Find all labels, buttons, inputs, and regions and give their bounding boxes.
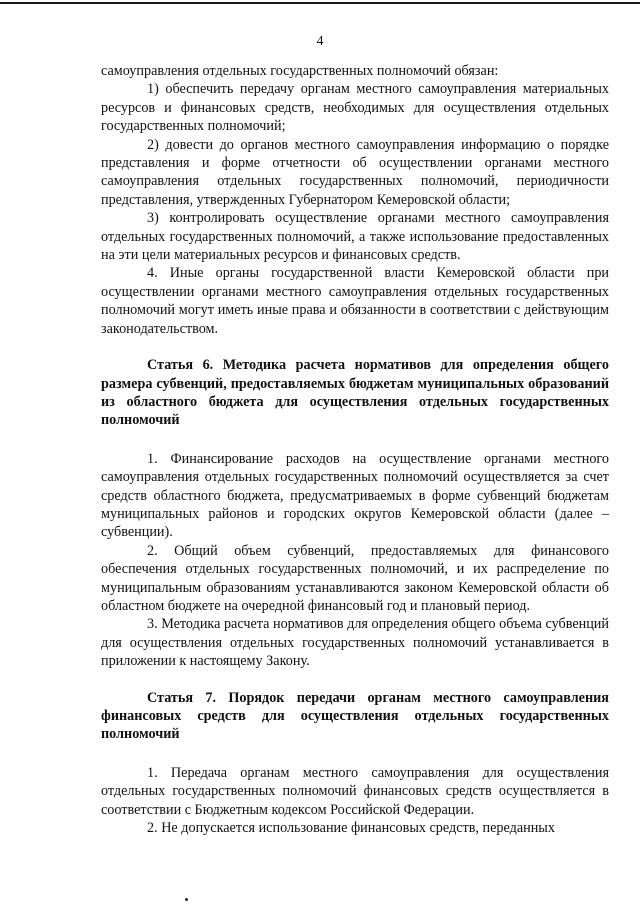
paragraph-item-4: 4. Иные органы государственной власти Кемеровской области при осуществлении органами местного самоуправления отдельных государственных полномочий могут иметь иные права и обязанности в соответствии с действующим законодательством. [101, 265, 609, 337]
article-6-paragraph-3: 3. Методика расчета нормативов для определения общего объема субвенций для осуществления отдельных государственных полномочий устанавливается в приложении к настоящему Закону. [101, 616, 609, 670]
paragraph-item-1: 1) обеспечить передачу органам местного самоуправления материальных ресурсов и финансовых средств, необходимых для осуществления отдельных государственных полномочий; [101, 81, 609, 135]
scan-speck [185, 898, 188, 901]
document-body [101, 62, 609, 837]
paragraph-item-3: 3) контролировать осуществление органами местного самоуправления отдельных государственных полномочий, а также использование предоставленных на эти цели материальных ресурсов и финансовых средств. [101, 210, 609, 264]
paragraph-item-2: 2) довести до органов местного самоуправления информацию о порядке представления и форме отчетности об осуществлении органами местного самоуправления отдельных государственных полномочий, периодичности представления, утвержденных Губернатором Кемеровской области; [101, 136, 609, 208]
article-7-heading: Статья 7. Порядок передачи органам местного самоуправления финансовых средств для осуществления отдельных государственных полномочий [101, 689, 609, 743]
paragraph-continuation: самоуправления отдельных государственных полномочий обязан: [101, 63, 499, 79]
page-number: 4 [316, 34, 324, 49]
article-6-heading: Статья 6. Методика расчета нормативов для определения общего размера субвенций, предоставляемых бюджетам муниципальных образований из областного бюджета для осуществления отдельных государственных полномочий [101, 357, 609, 429]
top-border-line [0, 2, 640, 4]
article-7-paragraph-1: 1. Передача органам местного самоуправления для осуществления отдельных государственных полномочий финансовых средств осуществляется в соответствии с Бюджетным кодексом Российской Федерации. [101, 764, 609, 818]
article-6-paragraph-2: 2. Общий объем субвенций, предоставляемых для финансового обеспечения отдельных государственных полномочий, и их распределение по муниципальным образованиям устанавливаются законом Кемеровской области об областном бюджете на очередной финансовый год и плановый период. [101, 542, 609, 614]
article-6-paragraph-1: 1. Финансирование расходов на осуществление органами местного самоуправления отдельных государственных полномочий осуществляется за счет средств областного бюджета, предусматриваемых в форме субвенций бюджетам муниципальных районов и городских округов Кемеровской области (далее – субвенции). [101, 450, 609, 541]
article-7-paragraph-2: 2. Не допускается использование финансовых средств, переданных [147, 820, 555, 837]
